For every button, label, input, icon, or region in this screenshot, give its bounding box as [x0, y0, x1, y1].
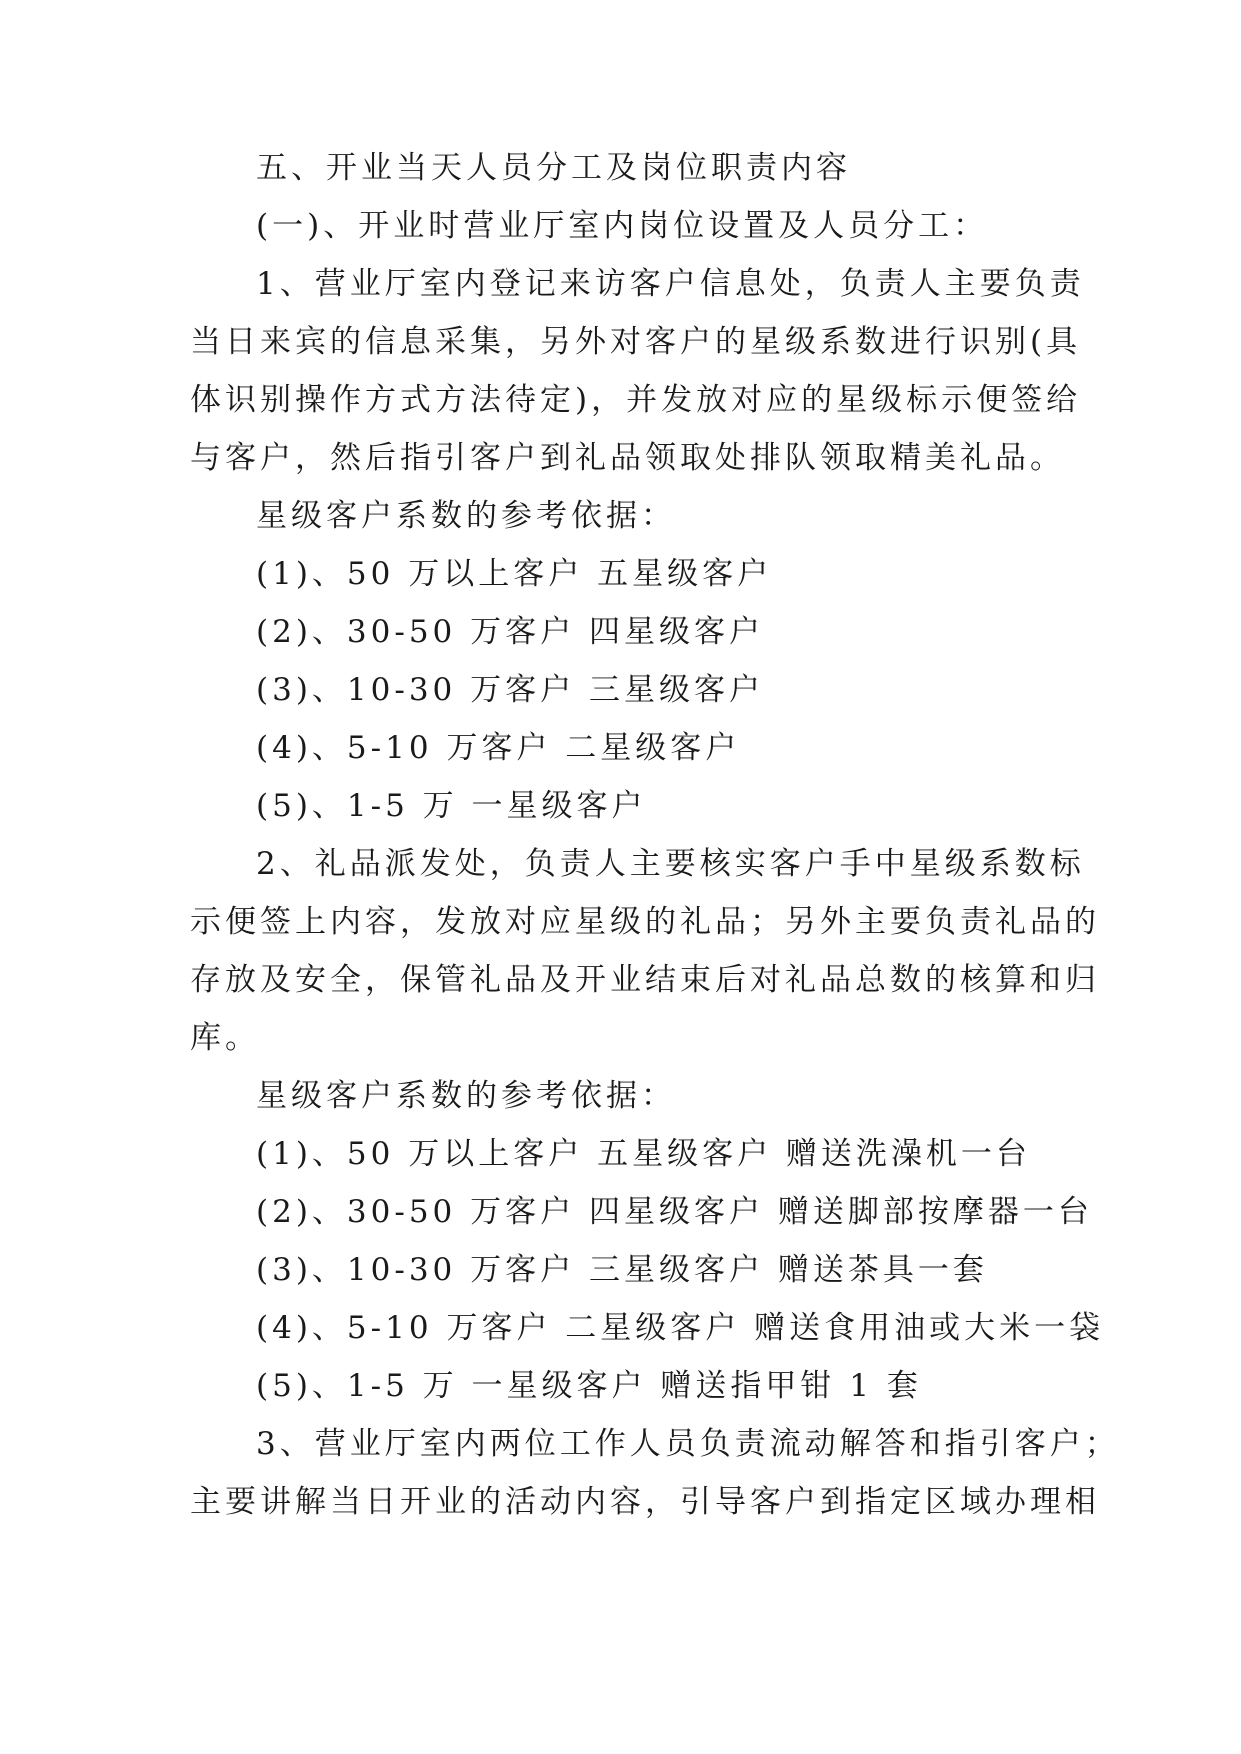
item1-line-4: 与客户，然后指引客户到礼品领取处排队领取精美礼品。 — [190, 440, 1065, 476]
item1-tier-1: (1)、50 万以上客户 五星级客户 — [256, 556, 773, 592]
subsection-heading: (一)、开业时营业厅室内岗位设置及人员分工： — [256, 208, 989, 244]
item2-line-1: 2、礼品派发处，负责人主要核实客户手中星级系数标 — [256, 846, 1085, 882]
item3-line-2: 主要讲解当日开业的活动内容，引导客户到指定区域办理相 — [190, 1484, 1100, 1520]
item1-line-2: 当日来宾的信息采集，另外对客户的星级系数进行识别(具 — [190, 324, 1082, 360]
item2-line-3: 存放及安全，保管礼品及开业结束后对礼品总数的核算和归 — [190, 962, 1100, 998]
item1-line-3: 体识别操作方式方法待定)，并发放对应的星级标示便签给 — [190, 382, 1082, 418]
item1-line-1: 1、营业厅室内登记来访客户信息处，负责人主要负责 — [256, 266, 1085, 302]
item2-line-4: 库。 — [190, 1020, 260, 1056]
item2-line-2: 示便签上内容，发放对应星级的礼品；另外主要负责礼品的 — [190, 904, 1100, 940]
item2-tier-4: (4)、5-10 万客户 二星级客户 赠送食用油或大米一袋 — [256, 1310, 1105, 1346]
section-heading: 五、开业当天人员分工及岗位职责内容 — [256, 150, 851, 186]
item2-tier-5: (5)、1-5 万 一星级客户 赠送指甲钳 1 套 — [256, 1368, 922, 1404]
item2-tier-1: (1)、50 万以上客户 五星级客户 赠送洗澡机一台 — [256, 1136, 1031, 1172]
item1-tier-5: (5)、1-5 万 一星级客户 — [256, 788, 647, 824]
item2-reference-title: 星级客户系数的参考依据： — [256, 1078, 676, 1114]
item1-tier-3: (3)、10-30 万客户 三星级客户 — [256, 672, 764, 708]
item3-line-1: 3、营业厅室内两位工作人员负责流动解答和指引客户； — [256, 1426, 1120, 1462]
item2-tier-2: (2)、30-50 万客户 四星级客户 赠送脚部按摩器一台 — [256, 1194, 1093, 1230]
item1-tier-4: (4)、5-10 万客户 二星级客户 — [256, 730, 741, 766]
item1-reference-title: 星级客户系数的参考依据： — [256, 498, 676, 534]
item2-tier-3: (3)、10-30 万客户 三星级客户 赠送茶具一套 — [256, 1252, 988, 1288]
item1-tier-2: (2)、30-50 万客户 四星级客户 — [256, 614, 764, 650]
